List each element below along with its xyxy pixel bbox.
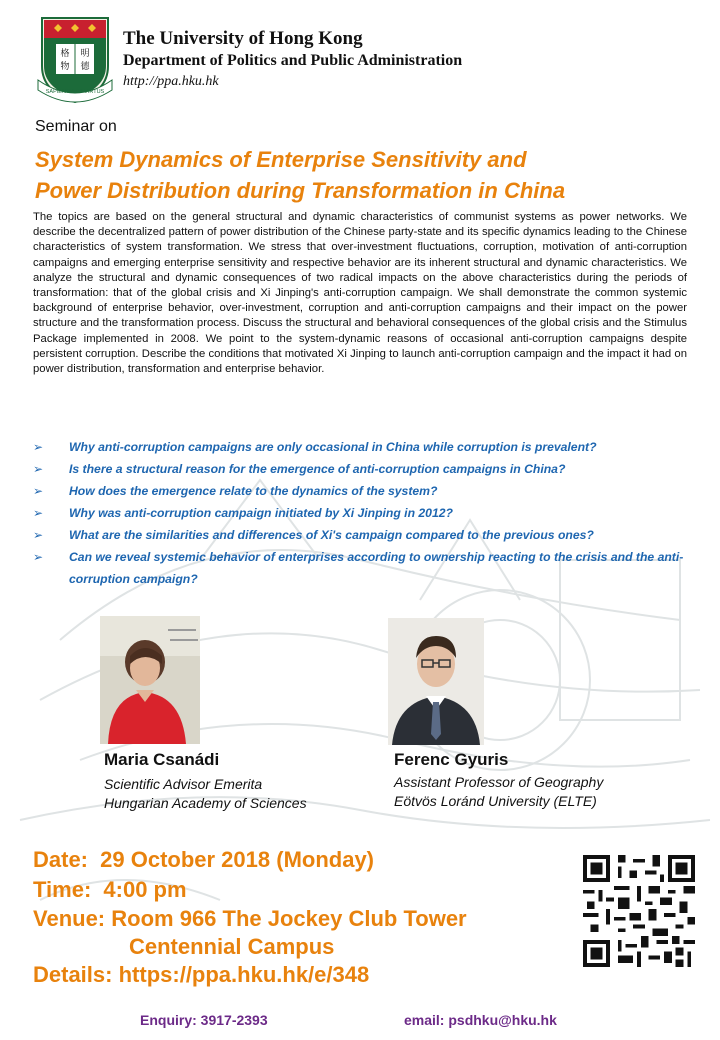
time-label: Time: — [33, 877, 92, 902]
department-url[interactable]: http://ppa.hku.hk — [123, 74, 219, 89]
date-label: Date: — [33, 847, 89, 872]
crest-motto: SAPIENTIA ET VIRTUS — [45, 89, 105, 95]
seminar-title — [35, 144, 705, 206]
event-details-link[interactable] — [33, 962, 369, 988]
speaker-name: Maria Csanádi — [104, 750, 220, 769]
speaker-title: Assistant Professor of Geography — [394, 774, 604, 790]
seminar-abstract: The topics are based on the general structural and dynamic characteristics of communist systems as power networks. We describe the decentralized pattern of power distribution of the Chinese party-state and its specific dynamics leading to the Chinese characteristics of system transformation. We stress that over-investment fluctuations, corruption, motivation of anti-corruption campaigns and emerging enterprise sensitivity and respective behavior are its inherent structural and dynamic characteristics. We analyze the structural and dynamic consequences of two radical impacts on the above characteristics during the periods of transformation: that of the global crisis and Xi Jinping's anti-corruption campaign. We shall demonstrate the common systemic background of enterprise behavior, over-investment, corruption and anti-corruption campaigns and their impact on the power structure and the transformation process. Discuss the structural and behavioral consequences of the global crisis and the Stimulus Package implemented in 2008. We point to the system-dynamic reasons of occasional anti-corruption campaigns despite persistent corruption. Describe the conditions that motivated Xi Jinping to launch anti-corruption campaign and the impact it had on power distribution, transformation and enterprise behavior. — [33, 211, 687, 376]
event-venue — [33, 906, 467, 932]
question-text: Can we reveal systemic behavior of enterprises according to ownership reacting to the crisis and the anti-corruption campaign? — [69, 550, 684, 586]
seminar-title-line-1: System Dynamics of Enterprise Sensitivity and — [35, 147, 527, 172]
speaker-photo-maria — [100, 616, 200, 744]
qr-code[interactable] — [583, 855, 695, 967]
speaker-affiliation: Eötvös Loránd University (ELTE) — [394, 793, 597, 809]
speaker-photo-ferenc — [388, 618, 484, 745]
crest-char-2: 明 — [80, 48, 90, 58]
event-date — [33, 847, 374, 873]
university-crest-logo — [36, 14, 114, 106]
venue-value: Room 966 The Jockey Club Tower — [111, 906, 467, 931]
details-url[interactable]: https://ppa.hku.hk/e/348 — [118, 962, 370, 987]
question-text: What are the similarities and differences of Xi's campaign compared to the previous ones? — [69, 528, 594, 542]
seminar-label: Seminar on — [35, 118, 117, 135]
seminar-title-line-2: Power Distribution during Transformation in China — [35, 178, 566, 203]
crest-char-3: 物 — [60, 61, 70, 71]
contact-email[interactable]: email: psdhku@hku.hk — [404, 1012, 557, 1028]
crest-char-1: 格 — [60, 48, 70, 58]
event-venue-line-2: Centennial Campus — [129, 934, 335, 959]
crest-char-4: 德 — [80, 61, 90, 71]
question-item — [33, 546, 703, 590]
time-value: 4:00 pm — [103, 877, 187, 902]
question-item — [33, 480, 703, 502]
question-item — [33, 458, 703, 480]
arrow-bullet-icon: ➢ — [33, 462, 44, 476]
speaker-title: Scientific Advisor Emerita — [104, 776, 263, 792]
date-value: 29 October 2018 (Monday) — [100, 847, 375, 872]
details-label: Details: — [33, 962, 113, 987]
arrow-bullet-icon: ➢ — [33, 506, 44, 520]
arrow-bullet-icon: ➢ — [33, 528, 44, 542]
question-text: Is there a structural reason for the emergence of anti-corruption campaigns in China? — [69, 462, 566, 476]
university-name: The University of Hong Kong — [123, 28, 363, 49]
arrow-bullet-icon: ➢ — [33, 484, 44, 498]
speaker-name: Ferenc Gyuris — [394, 750, 509, 769]
speaker-affiliation: Hungarian Academy of Sciences — [104, 795, 307, 811]
question-list — [33, 436, 703, 590]
question-item — [33, 524, 703, 546]
department-name: Department of Politics and Public Administration — [123, 52, 463, 69]
venue-label: Venue: — [33, 906, 106, 931]
question-text: Why was anti-corruption campaign initiated by Xi Jinping in 2012? — [69, 506, 453, 520]
arrow-bullet-icon: ➢ — [33, 550, 44, 564]
event-time — [33, 877, 187, 903]
enquiry-phone: Enquiry: 3917-2393 — [140, 1012, 268, 1028]
question-item — [33, 502, 703, 524]
arrow-bullet-icon: ➢ — [33, 440, 44, 454]
question-item — [33, 436, 703, 458]
question-text: Why anti-corruption campaigns are only occasional in China while corruption is prevalent? — [69, 440, 597, 454]
question-text: How does the emergence relate to the dynamics of the system? — [69, 484, 438, 498]
